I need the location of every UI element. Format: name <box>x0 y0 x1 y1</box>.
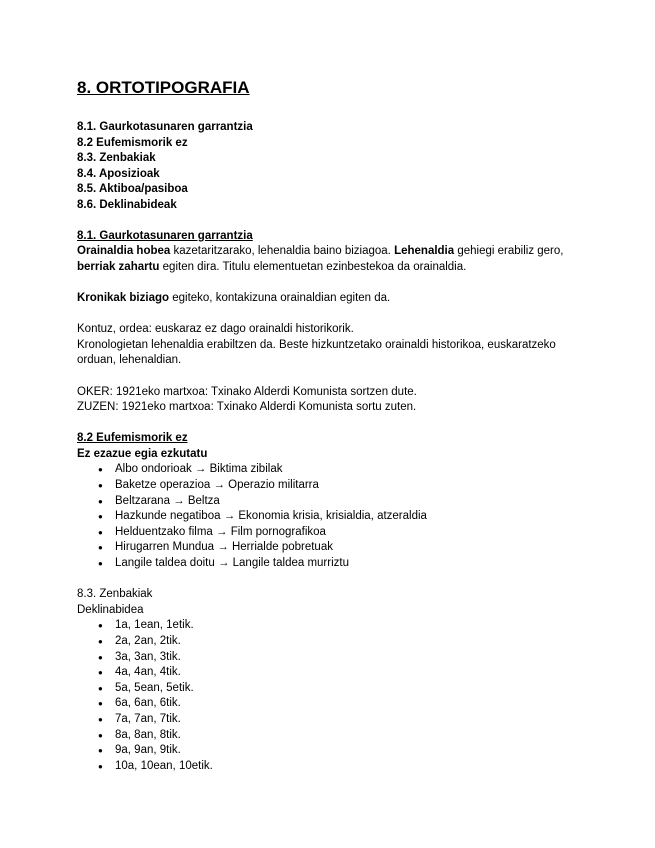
toc-item: 8.5. Aktiboa/pasiboa <box>77 183 188 196</box>
section-subtitle: Ez ezazue egia ezkutatu <box>77 447 208 460</box>
list-item: ● Beltzarana → Beltza <box>115 494 597 510</box>
toc-item: 8.2 Eufemismorik ez <box>77 136 188 149</box>
paragraph <box>77 291 597 307</box>
bold-text: berriak zahartu <box>77 260 160 273</box>
paragraph <box>77 244 597 275</box>
section-title: 8.2 Eufemismorik ez <box>77 432 188 445</box>
text: gehiegi erabiliz gero, <box>454 245 564 258</box>
toc-item: 8.6. Deklinabideak <box>77 198 177 211</box>
toc-item: 8.3. Zenbakiak <box>77 152 156 165</box>
list-item: ● 3a, 3an, 3tik. <box>115 650 597 666</box>
bold-text: Orainaldia hobea <box>77 245 171 258</box>
list-item: ● 4a, 4an, 4tik. <box>115 665 597 681</box>
list-item: ● 10a, 10ean, 10etik. <box>115 759 597 775</box>
list-item: ● 7a, 7an, 7tik. <box>115 712 597 728</box>
section-eufemismoak <box>77 431 597 587</box>
text: egiten dira. Titulu elementuetan ezinbestekoa da orainaldia. <box>159 260 467 273</box>
list-item: ● 6a, 6an, 6tik. <box>115 696 597 712</box>
list-item: ● 8a, 8an, 8tik. <box>115 728 597 744</box>
section-gaurkotasuna <box>77 229 597 432</box>
bold-text: Lehenaldia <box>394 245 455 258</box>
paragraph: Kronologietan lehenaldia erabiltzen da. Beste hizkuntzetako orainaldi historikoa, euskaratzeko orduan, lehenaldian. <box>77 338 556 367</box>
list-item: ● Hirugarren Mundua → Herrialde pobretuak <box>115 540 597 556</box>
section-zenbakiak <box>77 587 597 774</box>
list-item: ● Albo ondorioak → Biktima zibilak <box>115 462 597 478</box>
document-page <box>77 78 597 774</box>
text: kazetaritzarako, lehenaldia baino biziagoa. <box>170 245 395 258</box>
euphemism-list <box>77 462 597 571</box>
list-item: ● 9a, 9an, 9tik. <box>115 743 597 759</box>
example-right: ZUZEN: 1921eko martxoa: Txinako Alderdi Komunista sortu zuten. <box>77 401 417 414</box>
list-item: ● 5a, 5ean, 5etik. <box>115 681 597 697</box>
section-title: 8.3. Zenbakiak <box>77 588 153 601</box>
text: egiteko, kontakizuna orainaldian egiten da. <box>169 291 391 304</box>
list-item: ● Baketze operazioa → Operazio militarra <box>115 478 597 494</box>
list-item: ● Hazkunde negatiboa → Ekonomia krisia, krisialdia, atzeraldia <box>115 509 597 525</box>
list-item: ● Langile taldea doitu → Langile taldea murriztu <box>115 556 597 572</box>
section-title: 8.1. Gaurkotasunaren garrantzia <box>77 229 253 242</box>
toc-item: 8.4. Aposizioak <box>77 167 160 180</box>
paragraph: Kontuz, ordea: euskaraz ez dago orainaldi historikorik. <box>77 323 354 336</box>
list-item: ● Helduentzako filma → Film pornografikoa <box>115 525 597 541</box>
list-item: ● 1a, 1ean, 1etik. <box>115 618 597 634</box>
section-subtitle: Deklinabidea <box>77 603 144 616</box>
table-of-contents <box>77 120 597 214</box>
list-item: ● 2a, 2an, 2tik. <box>115 634 597 650</box>
example-wrong: OKER: 1921eko martxoa: Txinako Alderdi Komunista sortzen dute. <box>77 385 417 398</box>
toc-item: 8.1. Gaurkotasunaren garrantzia <box>77 121 253 133</box>
page-title: 8. ORTOTIPOGRAFIA <box>77 78 250 97</box>
bold-text: Kronikak biziago <box>77 291 170 304</box>
number-list <box>77 618 597 774</box>
